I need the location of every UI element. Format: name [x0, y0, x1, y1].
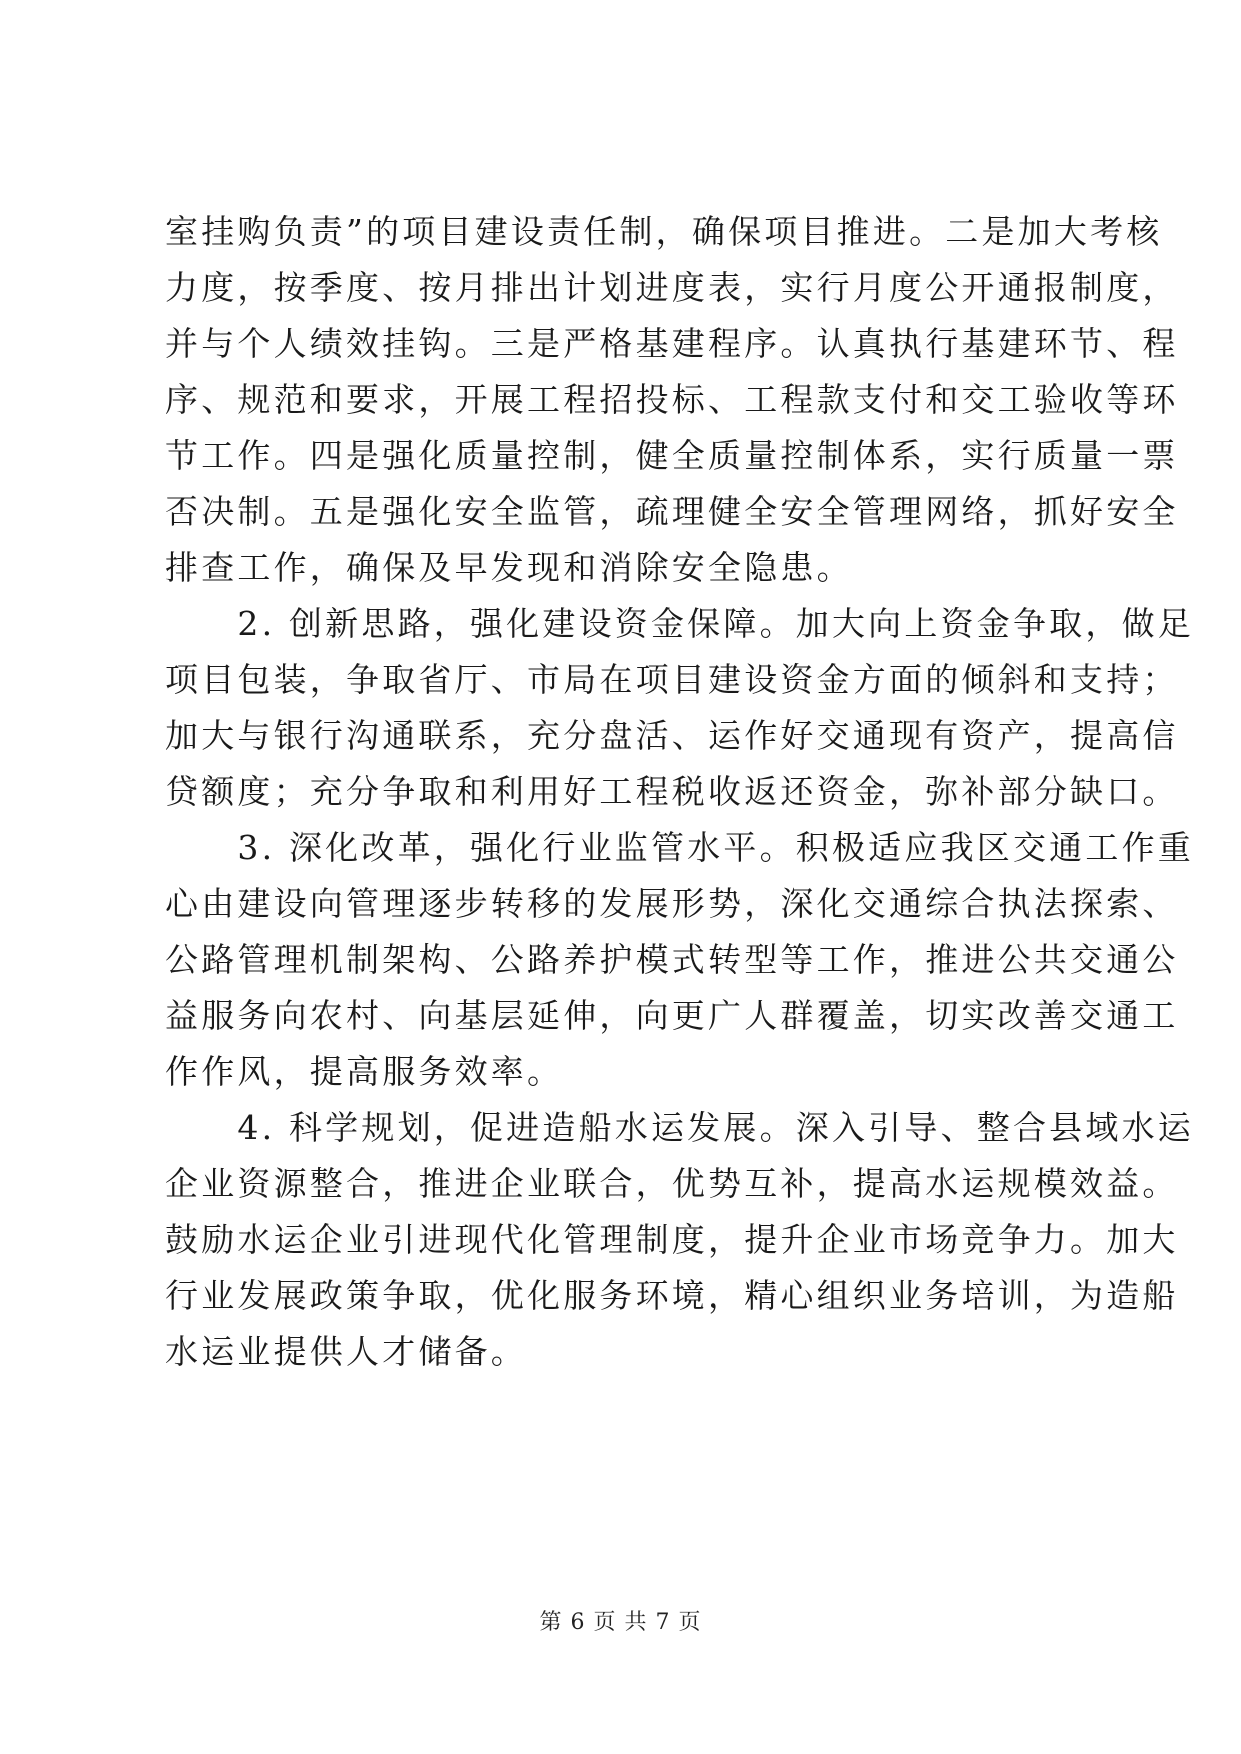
body-text-line: 并与个人绩效挂钩。三是严格基建程序。认真执行基建环节、程 [165, 324, 1179, 363]
body-text-line: 作作风，提高服务效率。 [165, 1052, 564, 1091]
body-text-line: 3. 深化改革，强化行业监管水平。积极适应我区交通工作重 [165, 828, 1194, 867]
body-text-line: 心由建设向管理逐步转移的发展形势，深化交通综合执法探索、 [165, 884, 1179, 923]
body-text-line: 加大与银行沟通联系，充分盘活、运作好交通现有资产，提高信 [165, 716, 1179, 755]
body-text-line: 项目包装，争取省厅、市局在项目建设资金方面的倾斜和支持； [165, 660, 1179, 699]
body-text-line: 节工作。四是强化质量控制，健全质量控制体系，实行质量一票 [165, 436, 1179, 475]
body-text-line: 行业发展政策争取，优化服务环境，精心组织业务培训，为造船 [165, 1276, 1179, 1315]
body-text-line: 4. 科学规划，促进造船水运发展。深入引导、整合县域水运 [165, 1108, 1194, 1147]
body-text-line: 贷额度；充分争取和利用好工程税收返还资金，弥补部分缺口。 [165, 772, 1179, 811]
body-text-line: 2. 创新思路，强化建设资金保障。加大向上资金争取，做足 [165, 604, 1194, 643]
body-text-line: 鼓励水运企业引进现代化管理制度，提升企业市场竞争力。加大 [165, 1220, 1179, 1259]
page-number-footer: 第 6 页 共 7 页 [539, 1610, 702, 1635]
body-text-line: 公路管理机制架构、公路养护模式转型等工作，推进公共交通公 [165, 940, 1179, 979]
body-text-line: 益服务向农村、向基层延伸，向更广人群覆盖，切实改善交通工 [165, 996, 1179, 1035]
body-text-line: 力度，按季度、按月排出计划进度表，实行月度公开通报制度， [165, 268, 1179, 307]
body-text-line: 水运业提供人才储备。 [165, 1332, 527, 1371]
body-text-line: 室挂购负责”的项目建设责任制，确保项目推进。二是加大考核 [165, 212, 1163, 251]
body-text-line: 企业资源整合，推进企业联合，优势互补，提高水运规模效益。 [165, 1164, 1179, 1203]
body-text-line: 否决制。五是强化安全监管，疏理健全安全管理网络，抓好安全 [165, 492, 1179, 531]
body-text-line: 排查工作，确保及早发现和消除安全隐患。 [165, 548, 853, 587]
body-text-line: 序、规范和要求，开展工程招投标、工程款支付和交工验收等环 [165, 380, 1179, 419]
